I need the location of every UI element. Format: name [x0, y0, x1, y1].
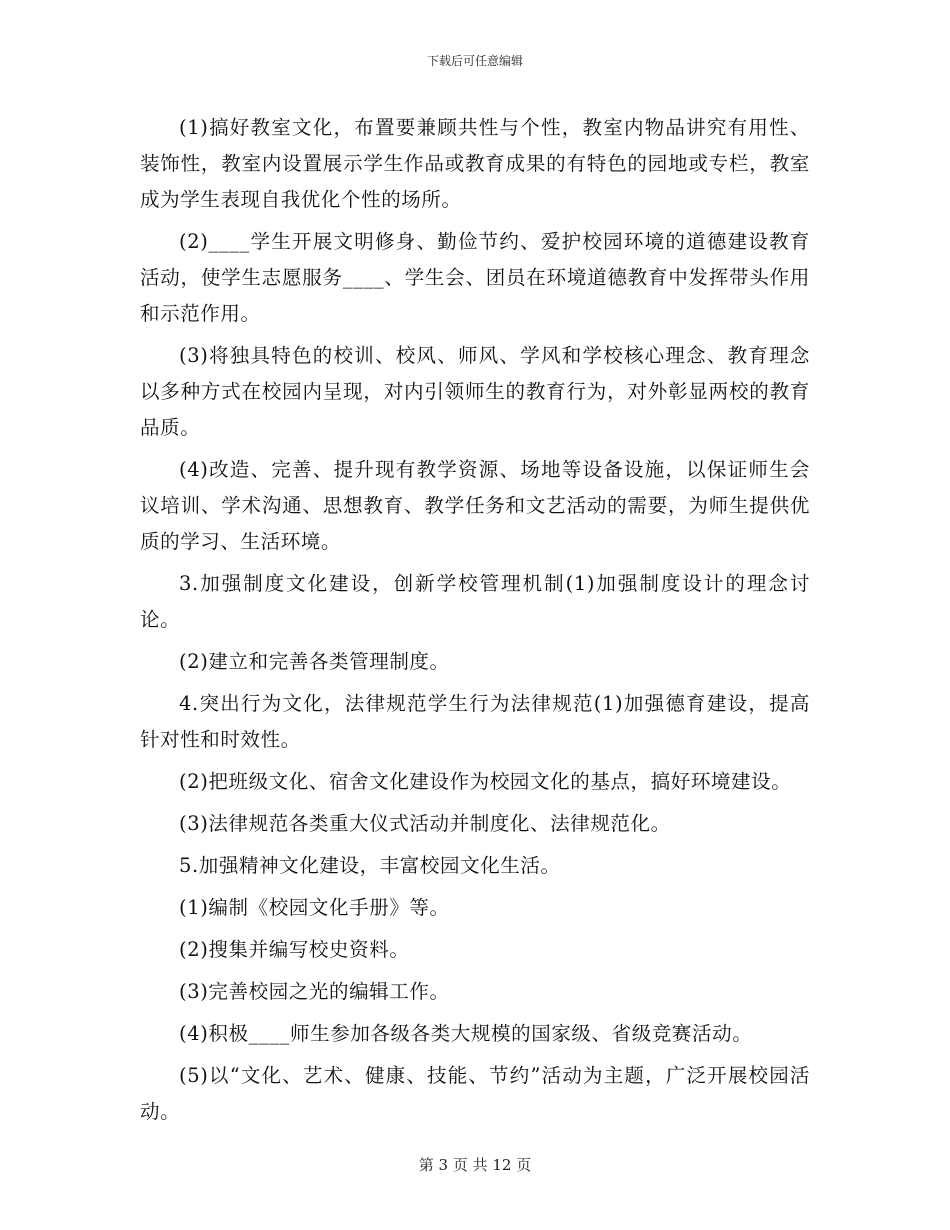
paragraph-1: (1)搞好教室文化，布置要兼顾共性与个性，教室内物品讲究有用性、装饰性，教室内设置展示学生作品或教育成果的有特色的园地或专栏，教室成为学生表现自我优化个性的场所。: [140, 116, 810, 211]
paragraph-3: (3)将独具特色的校训、校风、师风、学风和学校核心理念、教育理念以多种方式在校园内呈现，对内引领师生的教育行为，对外彰显两校的教育品质。: [140, 344, 810, 439]
paragraph-2: (2)____学生开展文明修身、勤俭节约、爱护校园环境的道德建设教育活动，使学生志愿服务____、学生会、团员在环境道德教育中发挥带头作用和示范作用。: [140, 230, 810, 325]
paragraph-14: (4)积极____师生参加各级各类大规模的国家级、省级竞赛活动。: [179, 1022, 753, 1045]
paragraph-12: (2)搜集并编写校史资料。: [179, 938, 410, 961]
page-header: 下载后可任意编辑: [426, 54, 523, 68]
paragraph-4: (4)改造、完善、提升现有教学资源、场地等设备设施，以保证师生会议培训、学术沟通、思想教育、教学任务和文艺活动的需要，为师生提供优质的学习、生活环境。: [140, 458, 810, 553]
paragraph-13: (3)完善校园之光的编辑工作。: [179, 980, 450, 1003]
paragraph-5: 3.加强制度文化建设，创新学校管理机制(1)加强制度设计的理念讨论。: [140, 572, 810, 631]
page-number: 第 3 页 共 12 页: [418, 1156, 532, 1174]
document-body: [140, 110, 810, 1136]
paragraph-15: (5)以“文化、艺术、健康、技能、节约”活动为主题，广泛开展校园活动。: [140, 1064, 810, 1123]
paragraph-7: 4.突出行为文化，法律规范学生行为法律规范(1)加强德育建设，提高针对性和时效性。: [140, 692, 810, 751]
paragraph-8: (2)把班级文化、宿舍文化建设作为校园文化的基点，搞好环境建设。: [179, 770, 792, 793]
paragraph-9: (3)法律规范各类重大仪式活动并制度化、法律规范化。: [179, 812, 671, 835]
paragraph-6: (2)建立和完善各类管理制度。: [179, 650, 450, 673]
paragraph-10: 5.加强精神文化建设，丰富校园文化生活。: [179, 854, 561, 877]
paragraph-11: (1)编制《校园文化手册》等。: [179, 896, 450, 919]
